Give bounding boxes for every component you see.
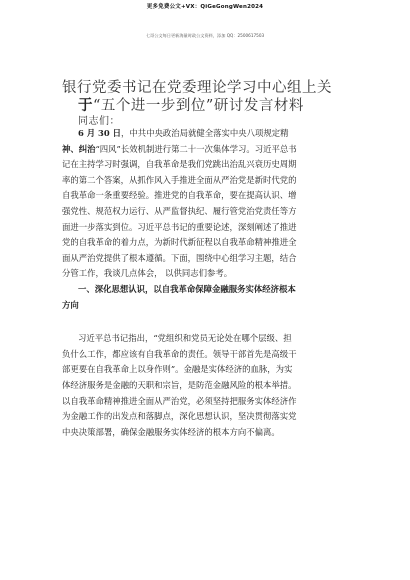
text-line: 习近平总书记指出，“党组织和党员无论处在哪个层级、担 bbox=[78, 333, 292, 344]
text-bold: 6 月 30 日 bbox=[78, 128, 121, 138]
text-line: 率的第二个答案，从抓作风入手推进全面从严治党是新时代党的 bbox=[62, 174, 297, 185]
text-line: 党的自我革命的着力点，为新时代新征程以自我革命精神推进全 bbox=[62, 237, 297, 248]
section-heading-1 bbox=[62, 282, 362, 313]
text-line: 强党性、规范权力运行、从严监督执纪、履行管党治党责任等方 bbox=[62, 205, 297, 216]
header-note: 七哥公文每日更新海量时政公文资料，添加 QQ：2500617503 bbox=[145, 33, 265, 38]
top-promo-link[interactable]: 更多免费公文+VX：QiGeGongWen2024 bbox=[146, 4, 264, 10]
heading-line: 一、深化思想认识，以自我革命保障金融服务实体经济根本 bbox=[78, 283, 296, 294]
document-body bbox=[62, 126, 362, 440]
title-line-1: 银行党委书记在党委理论学习中心组上关 bbox=[62, 80, 332, 96]
text-line: 分管工作，我谈几点体会， 以供同志们参考。 bbox=[62, 268, 233, 279]
text-line bbox=[62, 142, 362, 158]
text-run: “四风”长效机制进行第二十一次集体学习。习近平总书 bbox=[95, 143, 297, 154]
text-line: 部更要在自我革命上以身作则”。金融是实体经济的血脉，为实 bbox=[62, 364, 293, 375]
paragraph-2 bbox=[62, 331, 362, 440]
text-line: 中央决策部署，确保金融服务实体经济的根本方向不偏离。 bbox=[62, 426, 280, 437]
text-line: 体经济服务是金融的天职和宗旨，是防范金融风险的根本举措。 bbox=[62, 379, 297, 390]
paragraph-1 bbox=[62, 126, 362, 282]
document-title bbox=[62, 80, 362, 128]
heading-line: 方向 bbox=[62, 299, 79, 310]
text-line: 以自我革命精神推进全面从严治党，必须坚持把服务实体经济作 bbox=[62, 395, 297, 406]
title-line-2-rest: “五个进一步到位”研讨发言材料 bbox=[93, 98, 304, 114]
text-line: 自我革命一条重要经验。推进党的自我革命，要在提高认识、增 bbox=[62, 190, 297, 201]
title-line-2 bbox=[62, 97, 362, 115]
text-line: 面进一步落实到位。习近平总书记的重要论述，深刻阐述了推进 bbox=[62, 221, 297, 232]
title-line-2-bold: 于 bbox=[78, 97, 93, 114]
text-run: ，中共中央政治局就健全落实中央八项规定精 bbox=[120, 128, 289, 138]
text-line: 为金融工作的出发点和落脚点，深化思想认识，坚决贯彻落实党 bbox=[62, 411, 297, 422]
paragraph-gap bbox=[62, 313, 362, 331]
text-line: 记在主持学习时强调，自我革命是我们党跳出治乱兴衰历史周期 bbox=[62, 159, 297, 170]
text-line: 面从严治党提供了根本遵循。下面，围绕中心组学习主题，结合 bbox=[62, 252, 297, 263]
salutation: 同志们： bbox=[78, 116, 120, 127]
text-bold: 神、纠治 bbox=[62, 143, 96, 154]
text-line: 负什么工作，都应该有自我革命的责任。领导干部首先是高级干 bbox=[62, 348, 297, 359]
text-line bbox=[62, 126, 362, 142]
